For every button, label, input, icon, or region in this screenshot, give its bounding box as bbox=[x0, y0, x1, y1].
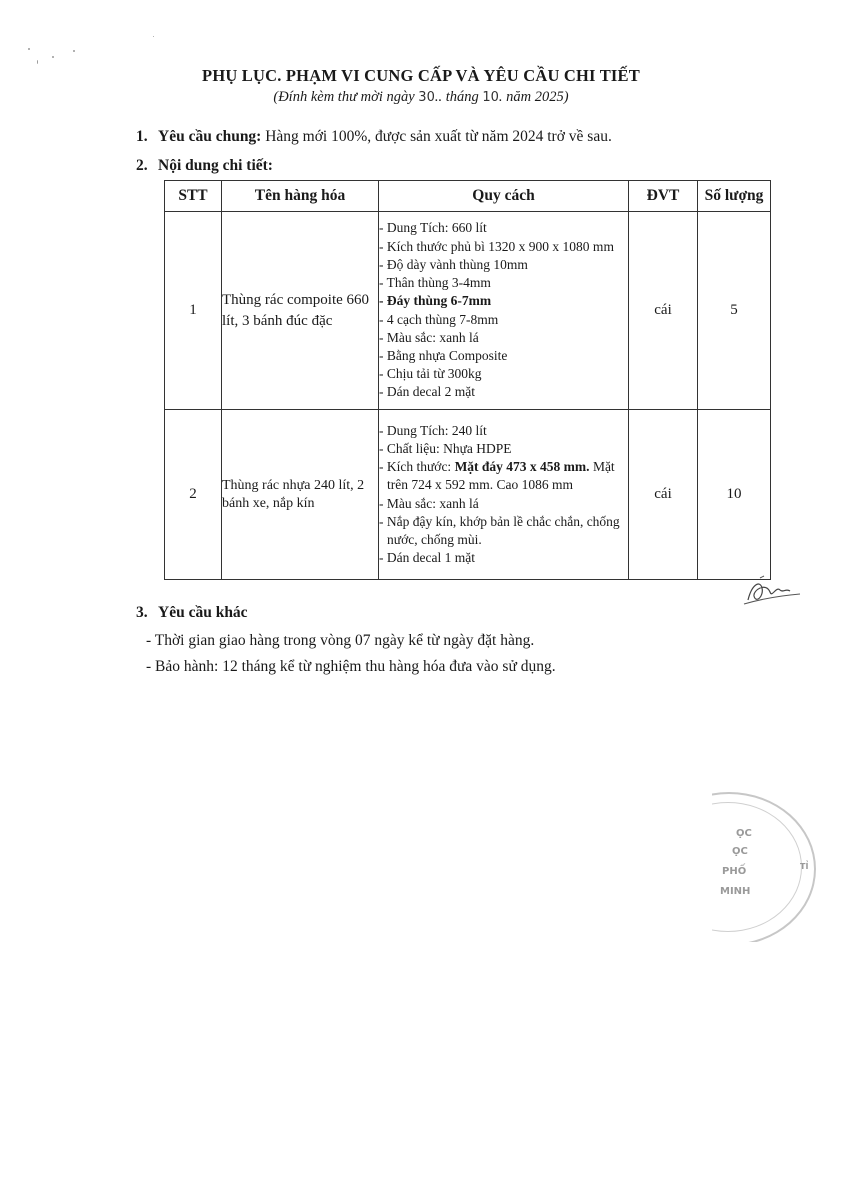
spec-line: - Nắp đậy kín, khớp bản lề chắc chắn, chống nước, chống mùi. bbox=[379, 513, 620, 547]
spec-size-prefix: - Kích thước: bbox=[379, 459, 455, 475]
spec-line: - Độ dày vành thùng 10mm bbox=[379, 256, 528, 272]
header-spec: Quy cách bbox=[379, 181, 629, 212]
cell-unit: cái bbox=[629, 410, 698, 580]
official-stamp-icon bbox=[712, 792, 822, 942]
section-heading: Yêu cầu khác bbox=[158, 604, 248, 621]
spec-line: - Màu sắc: xanh lá bbox=[379, 495, 479, 511]
spec-line-size bbox=[379, 458, 628, 494]
subtitle-mid: .. tháng bbox=[434, 89, 483, 105]
header-qty: Số lượng bbox=[698, 181, 771, 212]
table-row bbox=[165, 212, 771, 410]
cell-name: Thùng rác nhựa 240 lít, 2 bánh xe, nắp kín bbox=[222, 410, 379, 580]
cell-unit: cái bbox=[629, 212, 698, 410]
cell-stt: 2 bbox=[165, 410, 222, 580]
section-heading: Yêu cầu chung: bbox=[158, 128, 262, 145]
spec-line: - Dán decal 2 mặt bbox=[379, 384, 475, 400]
other-requirement-item: - Thời gian giao hàng trong vòng 07 ngày kể từ ngày đặt hàng. bbox=[146, 632, 535, 649]
spec-line: - Chất liệu: Nhựa HDPE bbox=[379, 440, 512, 456]
section-text: Hàng mới 100%, được sản xuất từ năm 2024 trở về sau. bbox=[261, 128, 612, 145]
spec-line: - Màu sắc: xanh lá bbox=[379, 329, 479, 345]
cell-name: Thùng rác compoite 660 lít, 3 bánh đúc đặc bbox=[222, 212, 379, 410]
spec-line: - Đáy thùng 6-7mm bbox=[379, 293, 492, 309]
cell-stt: 1 bbox=[165, 212, 222, 410]
section-number: 3. bbox=[136, 604, 148, 621]
spec-size-rest: Mặt trên 724 x 592 mm. Cao 1086 mm bbox=[387, 459, 615, 493]
page-subtitle bbox=[0, 89, 842, 106]
page-title: PHỤ LỤC. PHẠM VI CUNG CẤP VÀ YÊU CẦU CHI TIẾT bbox=[202, 66, 640, 85]
cell-spec bbox=[379, 410, 629, 580]
stamp-text: ỌC bbox=[732, 846, 748, 857]
stamp-text: TỈ bbox=[800, 862, 809, 871]
table-row bbox=[165, 410, 771, 580]
spec-line: - Chịu tải từ 300kg bbox=[379, 366, 482, 382]
handwritten-initials-icon bbox=[742, 574, 802, 615]
section-number: 2. bbox=[136, 157, 148, 174]
spec-line: - Thân thùng 3-4mm bbox=[379, 275, 491, 291]
subtitle-month-handwritten: 10 bbox=[482, 90, 499, 105]
spec-line: - 4 cạch thùng 7-8mm bbox=[379, 311, 499, 327]
section-other-requirements bbox=[136, 604, 248, 622]
spec-line: - Bằng nhựa Composite bbox=[379, 347, 508, 363]
stamp-text: ỌC bbox=[736, 828, 752, 839]
spec-line: - Dung Tích: 660 lít bbox=[379, 220, 487, 236]
section-general-requirements bbox=[136, 128, 612, 146]
header-unit: ĐVT bbox=[629, 181, 698, 212]
other-requirement-item: - Bảo hành: 12 tháng kể từ nghiệm thu hàng hóa đưa vào sử dụng. bbox=[146, 658, 556, 675]
cell-qty: 10 bbox=[698, 410, 771, 580]
table-header-row bbox=[165, 181, 771, 212]
header-stt: STT bbox=[165, 181, 222, 212]
section-heading: Nội dung chi tiết: bbox=[158, 157, 273, 174]
spec-line: - Dung Tích: 240 lít bbox=[379, 422, 487, 438]
header-name: Tên hàng hóa bbox=[222, 181, 379, 212]
stamp-text: MINH bbox=[720, 886, 751, 897]
goods-table bbox=[164, 180, 771, 580]
spec-size-bold: Mặt đáy 473 x 458 mm. bbox=[454, 459, 590, 475]
subtitle-prefix: (Đính kèm thư mời ngày bbox=[273, 89, 419, 105]
stamp-text: PHỐ bbox=[722, 866, 747, 877]
spec-line: - Kích thước phủ bì 1320 x 900 x 1080 mm bbox=[379, 238, 614, 254]
subtitle-suffix: . năm 2025) bbox=[498, 89, 569, 105]
section-detailed-content bbox=[136, 157, 273, 175]
spec-line: - Dán decal 1 mặt bbox=[379, 550, 475, 566]
cell-spec bbox=[379, 212, 629, 410]
cell-qty: 5 bbox=[698, 212, 771, 410]
section-number: 1. bbox=[136, 128, 148, 145]
subtitle-day-handwritten: 30 bbox=[418, 90, 435, 105]
